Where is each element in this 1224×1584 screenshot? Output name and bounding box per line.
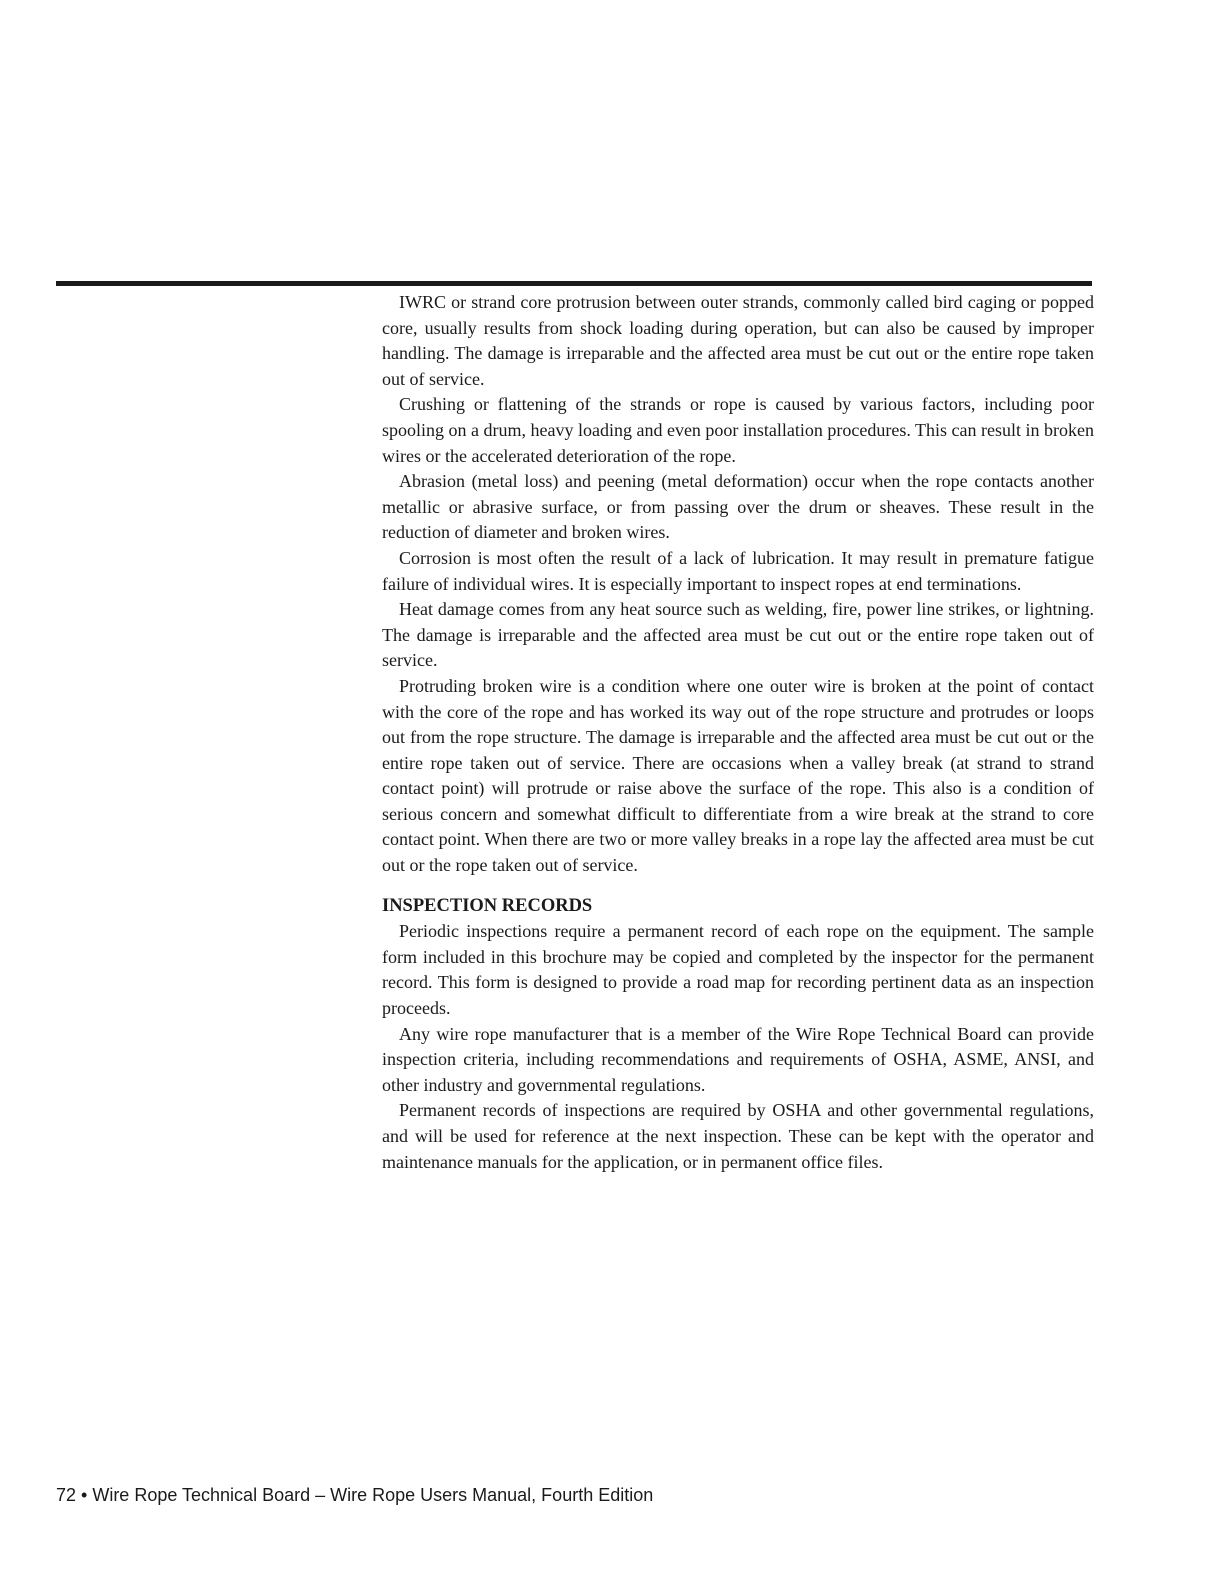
paragraph-abrasion: Abrasion (metal loss) and peening (metal deformation) occur when the rope contacts another metallic or abrasive surface, or from passing over the drum or sheaves. These result in the reduction of diameter and broken wires.	[382, 471, 1094, 543]
header-rule	[56, 281, 1092, 286]
paragraph-bird-caging: IWRC or strand core protrusion between outer strands, commonly called bird caging or popped core, usually results from shock loading during operation, but can also be caused by improper handling. The damage is irreparable and the affected area must be cut out or the entire rope taken out of service.	[382, 292, 1094, 389]
section-heading-inspection-records: INSPECTION RECORDS	[382, 895, 593, 916]
paragraph-protruding-wire: Protruding broken wire is a condition where one outer wire is broken at the point of contact with the core of the rope and has worked its way out of the rope structure and protrudes or loops out from the rope structure. The damage is irreparable and the affected area must be cut out or the entire rope taken out of service. There are occasions when a valley break (at strand to strand contact point) will protrude or raise above the surface of the rope. This also is a condition of serious concern and somewhat difficult to differentiate from a wire break at the strand to core contact point. When there are two or more valley breaks in a rope lay the affected area must be cut out or the rope taken out of service.	[382, 675, 1094, 876]
paragraph-crushing: Crushing or flattening of the strands or rope is caused by various factors, including poor spooling on a drum, heavy loading and even poor installation procedures. This can result in broken wires or the accelerated deterioration of the rope.	[382, 394, 1095, 466]
paragraph-heat-damage: Heat damage comes from any heat source such as welding, fire, power line strikes, or lightning. The damage is irreparable and the affected area must be cut out or the entire rope taken out of service.	[382, 599, 1094, 671]
paragraph-manufacturer-criteria: Any wire rope manufacturer that is a member of the Wire Rope Technical Board can provide inspection criteria, including recommendations and requirements of OSHA, ASME, ANSI, and other industry and governmental regulations.	[382, 1023, 1094, 1095]
body-text	[382, 290, 1094, 1175]
paragraph-periodic-inspections: Periodic inspections require a permanent record of each rope on the equipment. The sample form included in this brochure may be copied and completed by the inspector for the permanent record. This form is designed to provide a road map for recording pertinent data as an inspection proceeds.	[382, 921, 1094, 1019]
paragraph-permanent-records: Permanent records of inspections are required by OSHA and other governmental regulations, and will be used for reference at the next inspection. These can be kept with the operator and maintenance manuals for the application, or in permanent office files.	[382, 1100, 1094, 1172]
paragraph-corrosion: Corrosion is most often the result of a lack of lubrication. It may result in premature fatigue failure of individual wires. It is especially important to inspect ropes at end terminations.	[382, 547, 1094, 594]
page-footer: 72 • Wire Rope Technical Board – Wire Rope Users Manual, Fourth Edition	[56, 1485, 654, 1505]
